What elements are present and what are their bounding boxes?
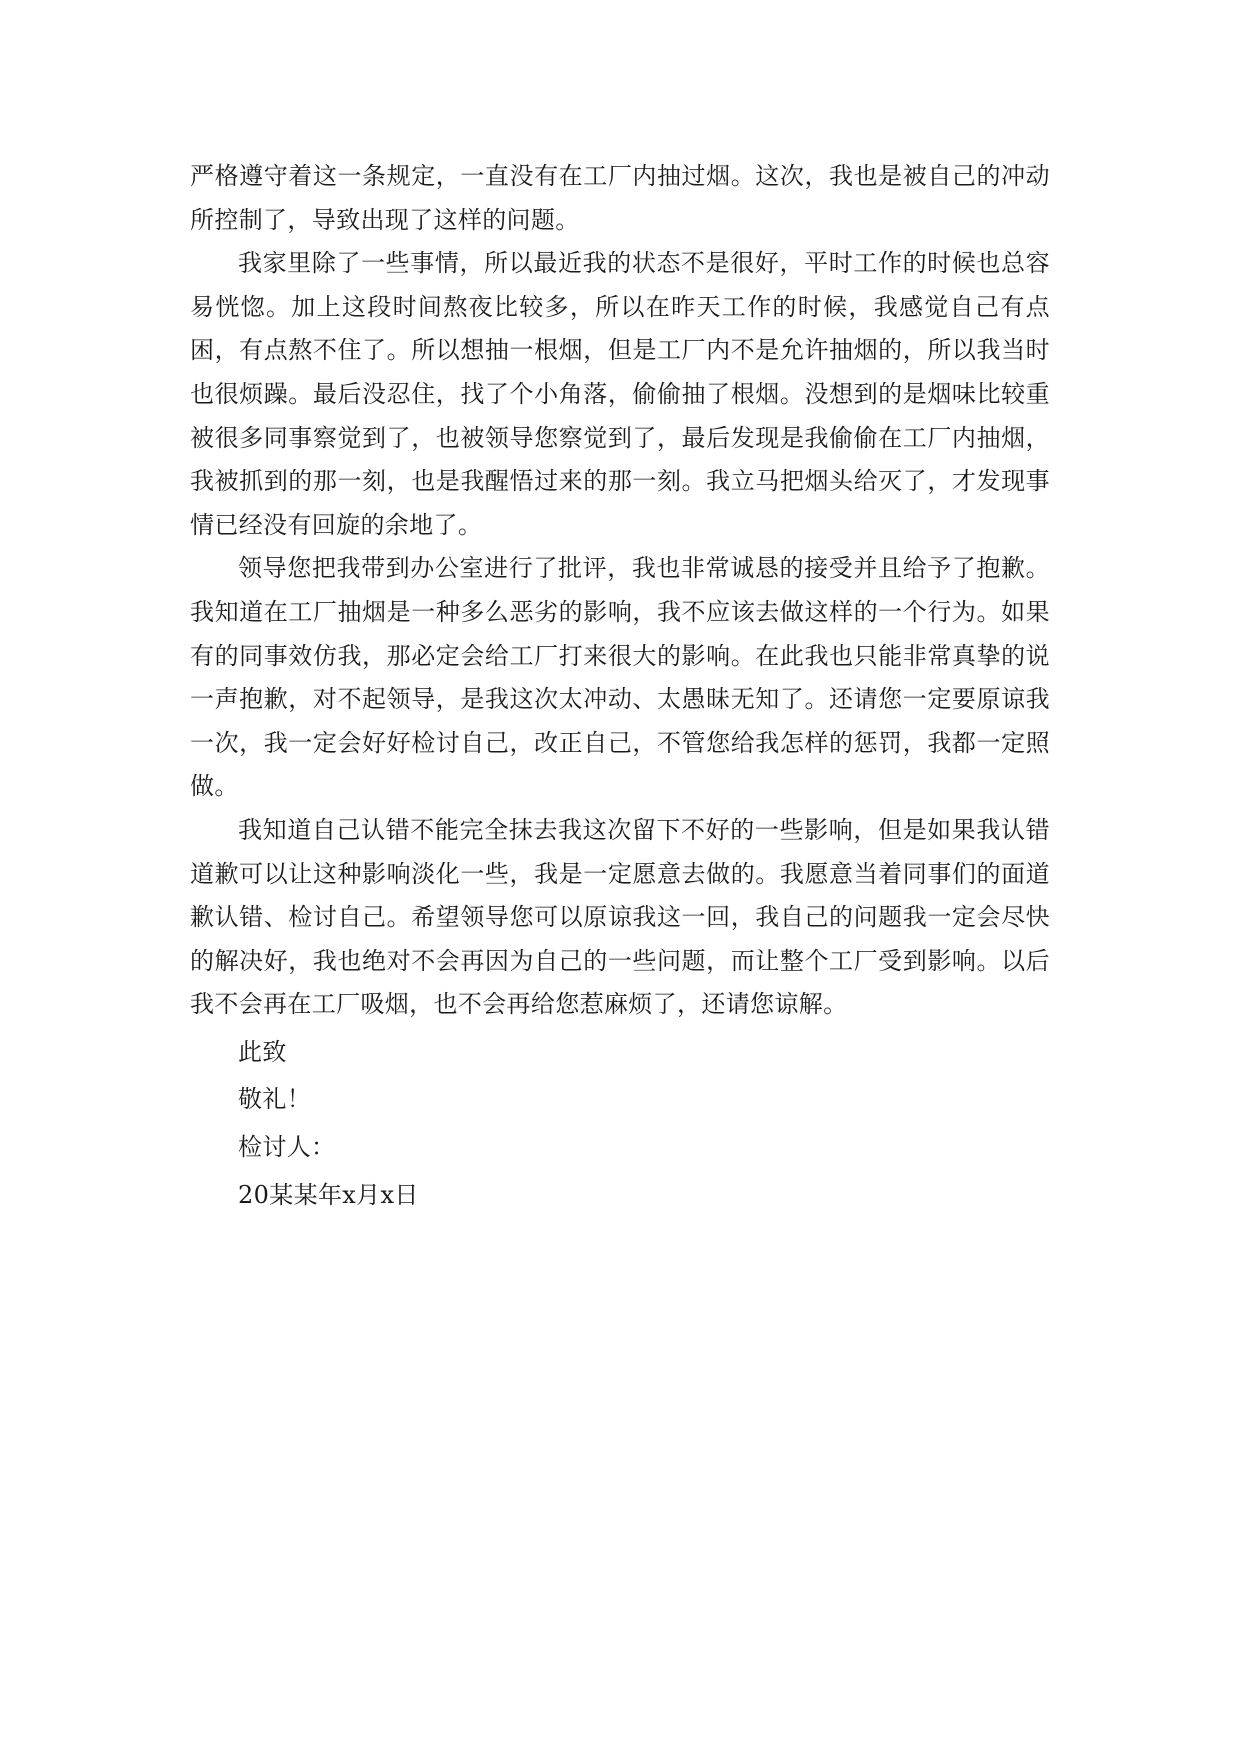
paragraph-reason: 我家里除了一些事情，所以最近我的状态不是很好，平时工作的时候也总容易恍惚。加上这段时间熬夜比较多，所以在昨天工作的时候，我感觉自己有点困，有点熬不住了。所以想抽一根烟，但是工厂内不是允许抽烟的，所以我当时也很烦躁。最后没忍住，找了个小角落，偷偷抽了根烟。没想到的是烟味比较重被很多同事察觉到了，也被领导您察觉到了，最后发现是我偷偷在工厂内抽烟，我被抓到的那一刻，也是我醒悟过来的那一刻。我立马把烟头给灭了，才发现事情已经没有回旋的余地了。: [190, 249, 1050, 539]
paragraph-apology: 领导您把我带到办公室进行了批评，我也非常诚恳的接受并且给予了抱歉。我知道在工厂抽烟是一种多么恶劣的影响，我不应该去做这样的一个行为。如果有的同事效仿我，那必定会给工厂打来很大的影响。在此我也只能非常真挚的说一声抱歉，对不起领导，是我这次太冲动、太愚昧无知了。还请您一定要原谅我一次，我一定会好好检讨自己，改正自己，不管您给我怎样的惩罚，我都一定照做。: [190, 554, 1050, 801]
paragraph-commitment: 我知道自己认错不能完全抹去我这次留下不好的一些影响，但是如果我认错道歉可以让这种影响淡化一些，我是一定愿意去做的。我愿意当着同事们的面道歉认错、检讨自己。希望领导您可以原谅我这一回，我自己的问题我一定会尽快的解决好，我也绝对不会再因为自己的一些问题，而让整个工厂受到影响。以后我不会再在工厂吸烟，也不会再给您惹麻烦了，还请您谅解。: [190, 815, 1050, 1019]
closing-salutation: 此致: [238, 1037, 287, 1066]
paragraph-continued: 严格遵守着这一条规定，一直没有在工厂内抽过烟。这次，我也是被自己的冲动所控制了，导致出现了这样的问题。: [190, 162, 1050, 234]
letter-body: [190, 155, 1050, 1217]
closing-date: 20某某年x月x日: [238, 1180, 419, 1209]
closing-signer: 检讨人：: [238, 1133, 336, 1162]
closing-regards: 敬礼！: [238, 1085, 312, 1114]
